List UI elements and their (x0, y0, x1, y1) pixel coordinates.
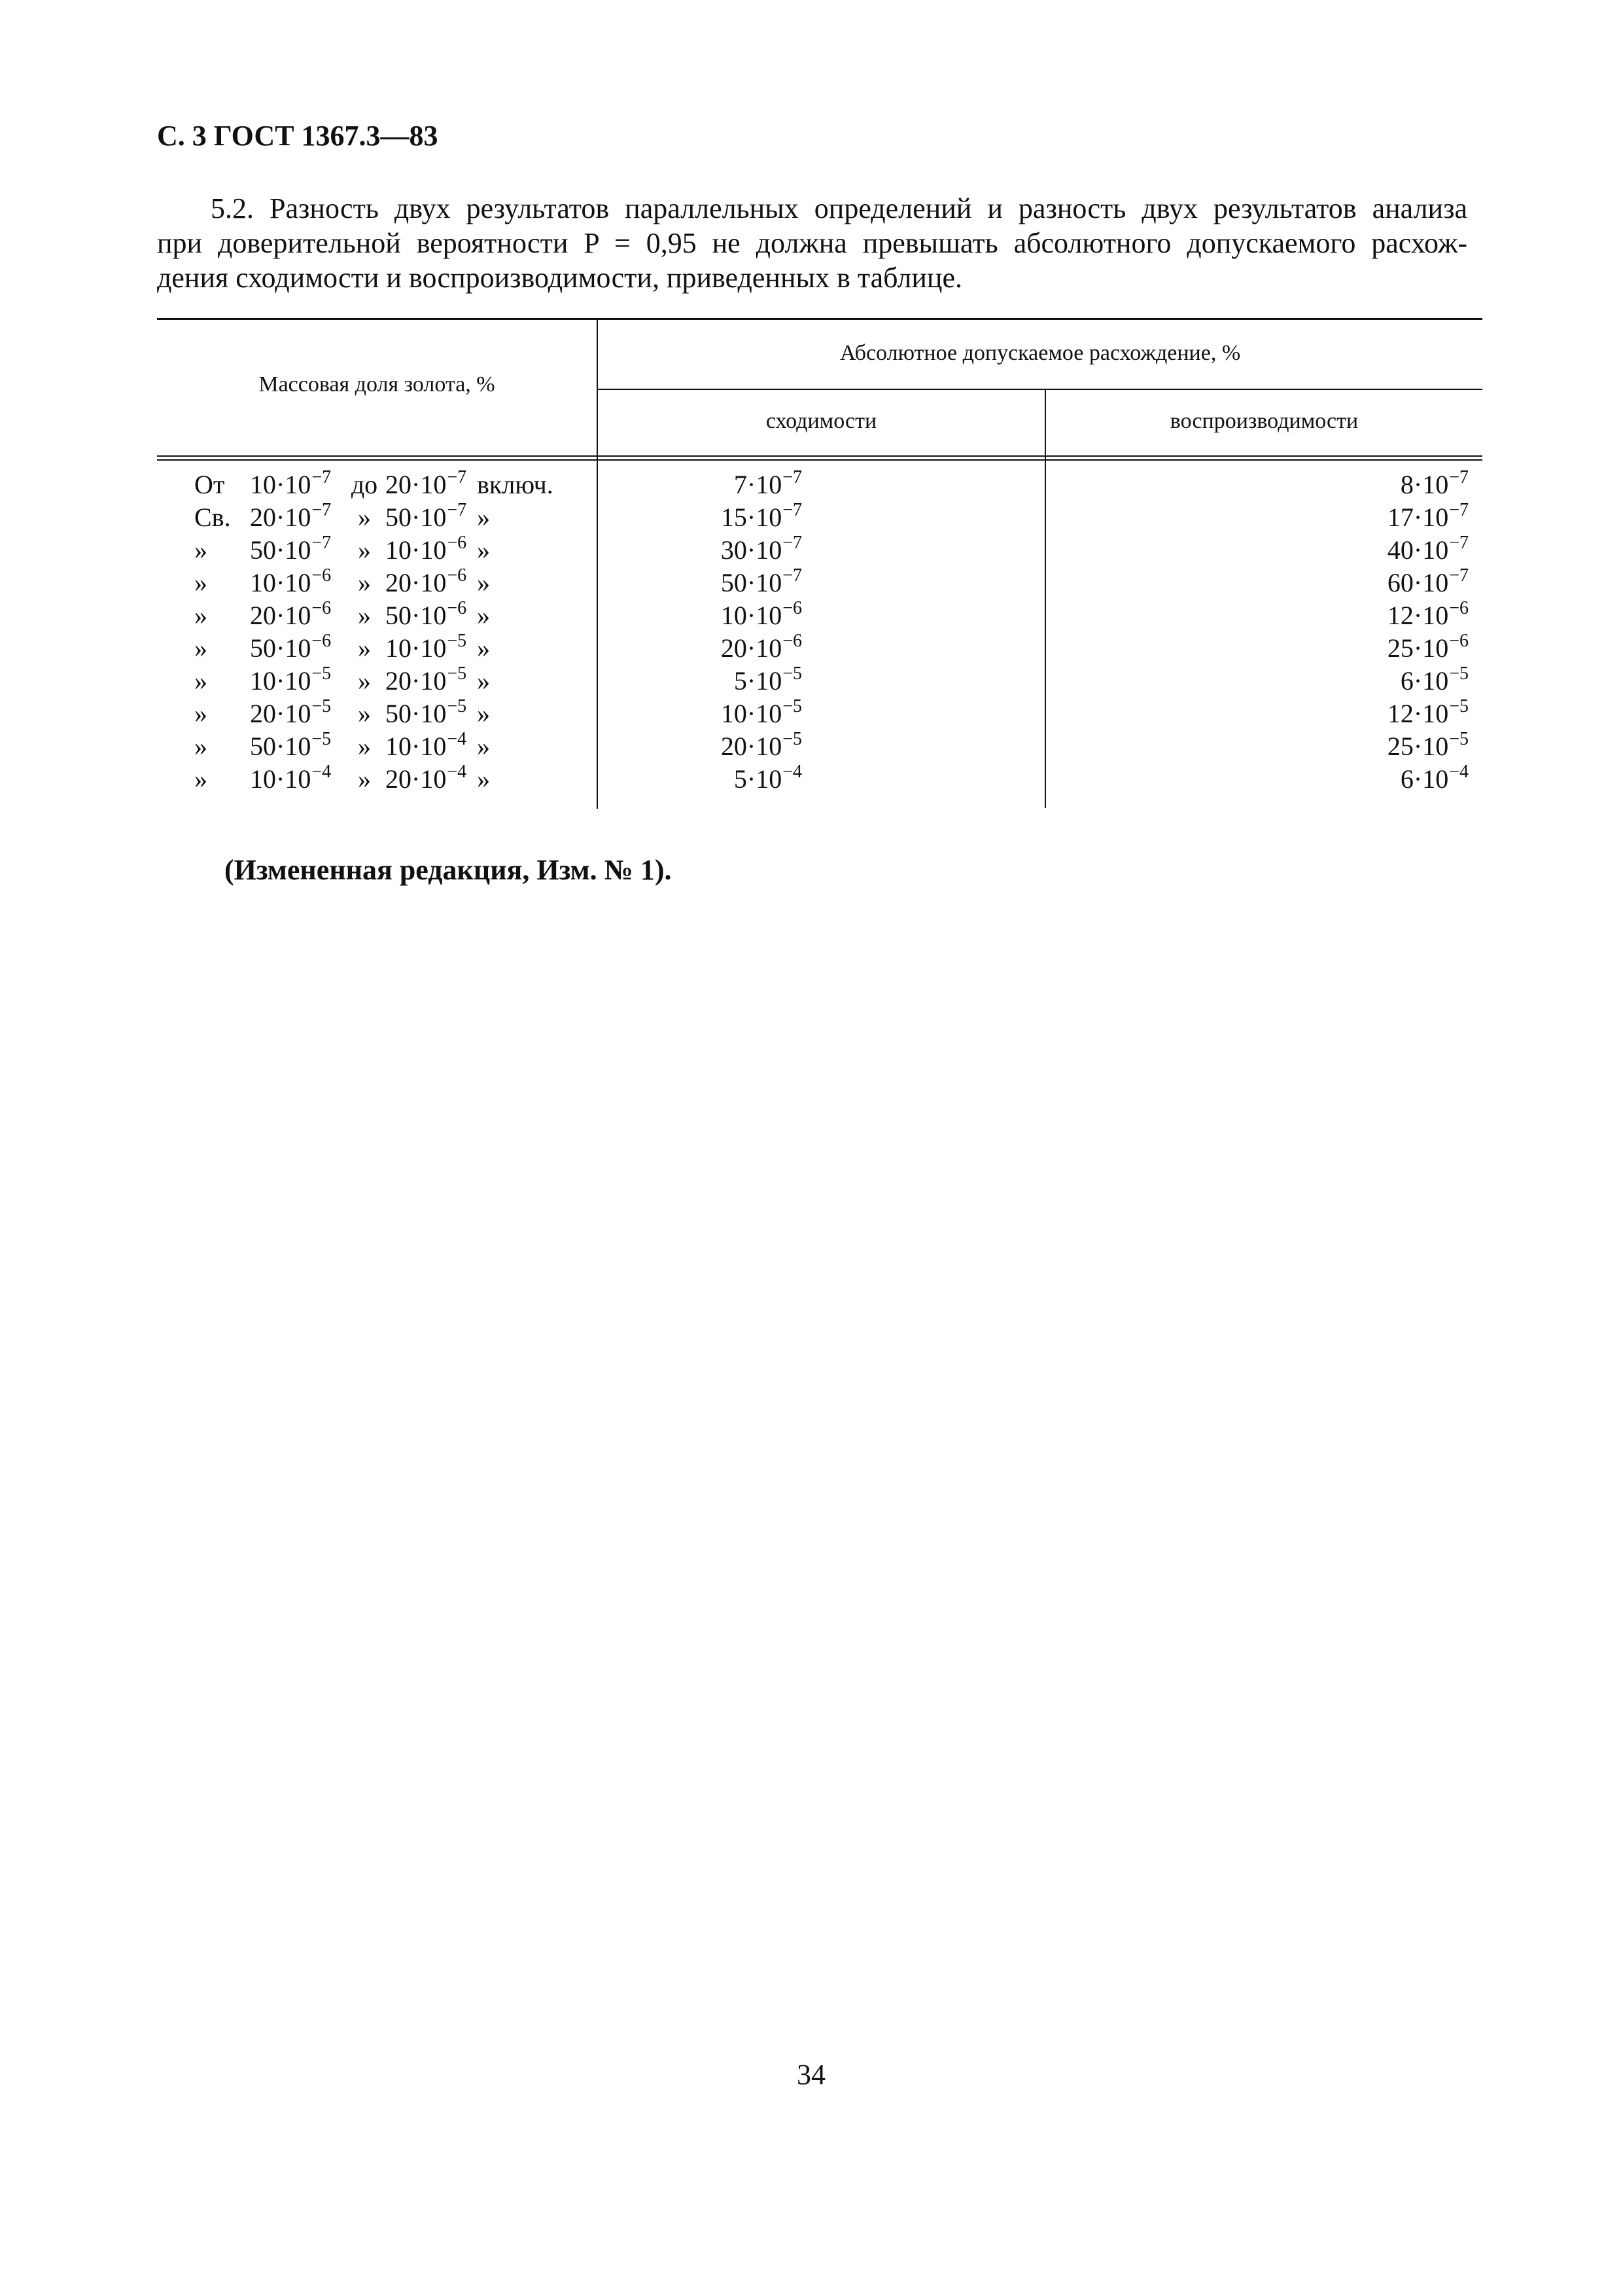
range-connector: до (351, 470, 378, 499)
range-lower-bound-mantissa: 50·10 (250, 633, 311, 663)
range-suffix: » (477, 764, 490, 794)
reproducibility-value-exponent: −7 (1449, 467, 1469, 487)
reproducibility-value-exponent: −7 (1449, 565, 1469, 586)
convergence-value-mantissa: 5·10 (733, 764, 782, 794)
table-body (157, 468, 1482, 796)
range-lower-bound-exponent: −5 (311, 663, 332, 684)
table-row (157, 632, 1482, 665)
convergence-value-mantissa: 30·10 (720, 535, 782, 565)
range-connector: » (358, 601, 371, 630)
table-header-rule-2 (157, 459, 1482, 461)
range-suffix: » (477, 503, 490, 532)
range-upper-bound-mantissa: 50·10 (385, 503, 447, 532)
table-subheader-rule (597, 389, 1482, 390)
range-upper-bound-mantissa: 10·10 (385, 535, 447, 565)
range-connector: » (358, 666, 371, 696)
convergence-value (721, 599, 802, 635)
range-lower-bound (250, 730, 331, 766)
reproducibility-value (1387, 501, 1469, 537)
convergence-value (734, 763, 802, 799)
range-suffix: » (477, 732, 490, 761)
reproducibility-value (1401, 665, 1469, 701)
page-header: С. 3 ГОСТ 1367.3—83 (157, 120, 438, 152)
reproducibility-value-exponent: −5 (1449, 663, 1469, 684)
range-upper-bound-mantissa: 20·10 (385, 666, 447, 696)
range-lower-bound (250, 501, 331, 537)
table-header-rule-1 (157, 455, 1482, 457)
range-upper-bound (385, 763, 466, 799)
table-row (157, 468, 1482, 501)
paragraph-line-2: при доверительной вероятности P = 0,95 не должна превышать абсолютного допускаемого расхож- (157, 227, 1467, 259)
range-lower-bound-mantissa: 10·10 (250, 470, 311, 499)
range-upper-bound-exponent: −5 (447, 663, 467, 684)
reproducibility-value-exponent: −7 (1449, 533, 1469, 553)
range-lower-bound-mantissa: 10·10 (250, 764, 311, 794)
range-upper-bound (385, 698, 466, 733)
column-header-mass-fraction: Массовая доля золота, % (258, 372, 495, 397)
range-upper-bound-exponent: −4 (447, 729, 467, 749)
convergence-value-mantissa: 15·10 (720, 503, 782, 532)
range-suffix: включ. (477, 470, 553, 499)
range-prefix: » (194, 732, 207, 761)
convergence-value-exponent: −6 (782, 631, 802, 651)
range-prefix: » (194, 699, 207, 728)
range-upper-bound (385, 534, 466, 570)
convergence-value-mantissa: 20·10 (720, 633, 782, 663)
range-upper-bound (385, 501, 466, 537)
range-upper-bound-mantissa: 10·10 (385, 633, 447, 663)
range-lower-bound (250, 468, 331, 504)
range-lower-bound (250, 534, 331, 570)
range-suffix: » (477, 633, 490, 663)
range-connector: » (358, 535, 371, 565)
reproducibility-value (1387, 632, 1469, 668)
range-upper-bound-mantissa: 10·10 (385, 732, 447, 761)
convergence-value-exponent: −7 (782, 467, 802, 487)
range-upper-bound (385, 599, 466, 635)
range-upper-bound-mantissa: 20·10 (385, 764, 447, 794)
range-connector: » (358, 633, 371, 663)
range-suffix: » (477, 568, 490, 597)
column-header-convergence: сходимости (765, 409, 877, 433)
range-lower-bound-mantissa: 20·10 (250, 503, 311, 532)
range-lower-bound-exponent: −6 (311, 565, 332, 586)
convergence-value-exponent: −7 (782, 565, 802, 586)
reproducibility-value-mantissa: 40·10 (1387, 535, 1449, 565)
range-upper-bound-exponent: −5 (447, 631, 467, 651)
range-connector: » (358, 764, 371, 794)
reproducibility-value-mantissa: 6·10 (1400, 764, 1449, 794)
paragraph-5-2 (157, 191, 1467, 295)
range-upper-bound-mantissa: 50·10 (385, 699, 447, 728)
range-suffix: » (477, 699, 490, 728)
range-prefix: » (194, 535, 207, 565)
convergence-value-mantissa: 10·10 (720, 601, 782, 630)
reproducibility-value (1387, 730, 1469, 766)
range-upper-bound-exponent: −5 (447, 696, 467, 716)
convergence-value-exponent: −7 (782, 533, 802, 553)
convergence-value-exponent: −5 (782, 663, 802, 684)
range-lower-bound-mantissa: 20·10 (250, 601, 311, 630)
convergence-value (721, 698, 802, 733)
reproducibility-value-exponent: −5 (1449, 729, 1469, 749)
convergence-value-exponent: −4 (782, 762, 802, 782)
range-upper-bound (385, 632, 466, 668)
range-lower-bound-mantissa: 50·10 (250, 535, 311, 565)
convergence-value-mantissa: 20·10 (720, 732, 782, 761)
range-lower-bound-exponent: −6 (311, 631, 332, 651)
reproducibility-value-mantissa: 17·10 (1387, 503, 1449, 532)
convergence-value (734, 468, 802, 504)
page-number: 34 (797, 2058, 826, 2091)
range-connector: » (358, 503, 371, 532)
table-row (157, 501, 1482, 534)
reproducibility-value (1401, 468, 1469, 504)
range-lower-bound-exponent: −7 (311, 500, 332, 520)
range-prefix: » (194, 601, 207, 630)
table-row (157, 730, 1482, 763)
range-upper-bound-mantissa: 50·10 (385, 601, 447, 630)
range-upper-bound (385, 567, 466, 603)
range-lower-bound-exponent: −4 (311, 762, 332, 782)
range-connector: » (358, 699, 371, 728)
reproducibility-value (1387, 599, 1469, 635)
table-top-rule (157, 318, 1482, 320)
convergence-value (721, 632, 802, 668)
convergence-value-mantissa: 10·10 (720, 699, 782, 728)
reproducibility-value-mantissa: 6·10 (1400, 666, 1449, 696)
range-lower-bound-mantissa: 50·10 (250, 732, 311, 761)
range-suffix: » (477, 601, 490, 630)
range-upper-bound-mantissa: 20·10 (385, 568, 447, 597)
range-lower-bound-mantissa: 10·10 (250, 666, 311, 696)
paragraph-line-3: дения сходимости и воспроизводимости, приведенных в таблице. (157, 262, 963, 294)
range-lower-bound (250, 632, 331, 668)
convergence-value-exponent: −5 (782, 729, 802, 749)
range-lower-bound-mantissa: 10·10 (250, 568, 311, 597)
paragraph-line-1: 5.2. Разность двух результатов параллельных определений и разность двух результатов анализа (211, 192, 1467, 224)
convergence-value-mantissa: 50·10 (720, 568, 782, 597)
range-suffix: » (477, 666, 490, 696)
reproducibility-value-exponent: −7 (1449, 500, 1469, 520)
range-upper-bound-exponent: −6 (447, 565, 467, 586)
range-upper-bound-exponent: −7 (447, 467, 467, 487)
range-upper-bound-exponent: −6 (447, 598, 467, 618)
tolerance-table (157, 315, 1482, 813)
table-row (157, 763, 1482, 796)
table-row (157, 534, 1482, 567)
reproducibility-value-mantissa: 8·10 (1400, 470, 1449, 499)
range-prefix: » (194, 568, 207, 597)
range-prefix: » (194, 666, 207, 696)
range-lower-bound-exponent: −7 (311, 533, 332, 553)
reproducibility-value-mantissa: 25·10 (1387, 732, 1449, 761)
reproducibility-value-mantissa: 12·10 (1387, 601, 1449, 630)
range-upper-bound-exponent: −7 (447, 500, 467, 520)
convergence-value-exponent: −5 (782, 696, 802, 716)
range-prefix: От (194, 470, 225, 499)
range-suffix: » (477, 535, 490, 565)
range-lower-bound (250, 698, 331, 733)
range-upper-bound-mantissa: 20·10 (385, 470, 447, 499)
range-prefix: » (194, 633, 207, 663)
range-prefix: » (194, 764, 207, 794)
range-lower-bound (250, 763, 331, 799)
range-upper-bound (385, 665, 466, 701)
range-lower-bound (250, 665, 331, 701)
range-lower-bound-mantissa: 20·10 (250, 699, 311, 728)
range-connector: » (358, 568, 371, 597)
range-lower-bound-exponent: −5 (311, 729, 332, 749)
convergence-value-mantissa: 7·10 (733, 470, 782, 499)
convergence-value (721, 534, 802, 570)
reproducibility-value-exponent: −6 (1449, 631, 1469, 651)
reproducibility-value-mantissa: 12·10 (1387, 699, 1449, 728)
range-lower-bound (250, 567, 331, 603)
range-upper-bound-exponent: −6 (447, 533, 467, 553)
reproducibility-value (1387, 698, 1469, 733)
range-lower-bound-exponent: −6 (311, 598, 332, 618)
range-upper-bound (385, 468, 466, 504)
table-row (157, 567, 1482, 599)
revision-note: (Измененная редакция, Изм. № 1). (224, 854, 672, 886)
reproducibility-value (1387, 567, 1469, 603)
reproducibility-value (1387, 534, 1469, 570)
range-lower-bound-exponent: −5 (311, 696, 332, 716)
reproducibility-value (1401, 763, 1469, 799)
convergence-value-exponent: −6 (782, 598, 802, 618)
range-lower-bound-exponent: −7 (311, 467, 332, 487)
convergence-value (721, 567, 802, 603)
convergence-value (721, 501, 802, 537)
reproducibility-value-exponent: −5 (1449, 696, 1469, 716)
convergence-value (721, 730, 802, 766)
convergence-value-exponent: −7 (782, 500, 802, 520)
range-lower-bound (250, 599, 331, 635)
reproducibility-value-mantissa: 25·10 (1387, 633, 1449, 663)
range-connector: » (358, 732, 371, 761)
range-prefix: Св. (194, 503, 231, 532)
reproducibility-value-exponent: −6 (1449, 598, 1469, 618)
reproducibility-value-mantissa: 60·10 (1387, 568, 1449, 597)
range-upper-bound-exponent: −4 (447, 762, 467, 782)
convergence-value (734, 665, 802, 701)
column-header-reproducibility: воспроизводимости (1170, 409, 1359, 433)
range-upper-bound (385, 730, 466, 766)
table-row (157, 698, 1482, 730)
table-row (157, 665, 1482, 698)
table-row (157, 599, 1482, 632)
reproducibility-value-exponent: −4 (1449, 762, 1469, 782)
column-header-absolute-tolerance: Абсолютное допускаемое расхождение, % (839, 341, 1241, 365)
convergence-value-mantissa: 5·10 (733, 666, 782, 696)
